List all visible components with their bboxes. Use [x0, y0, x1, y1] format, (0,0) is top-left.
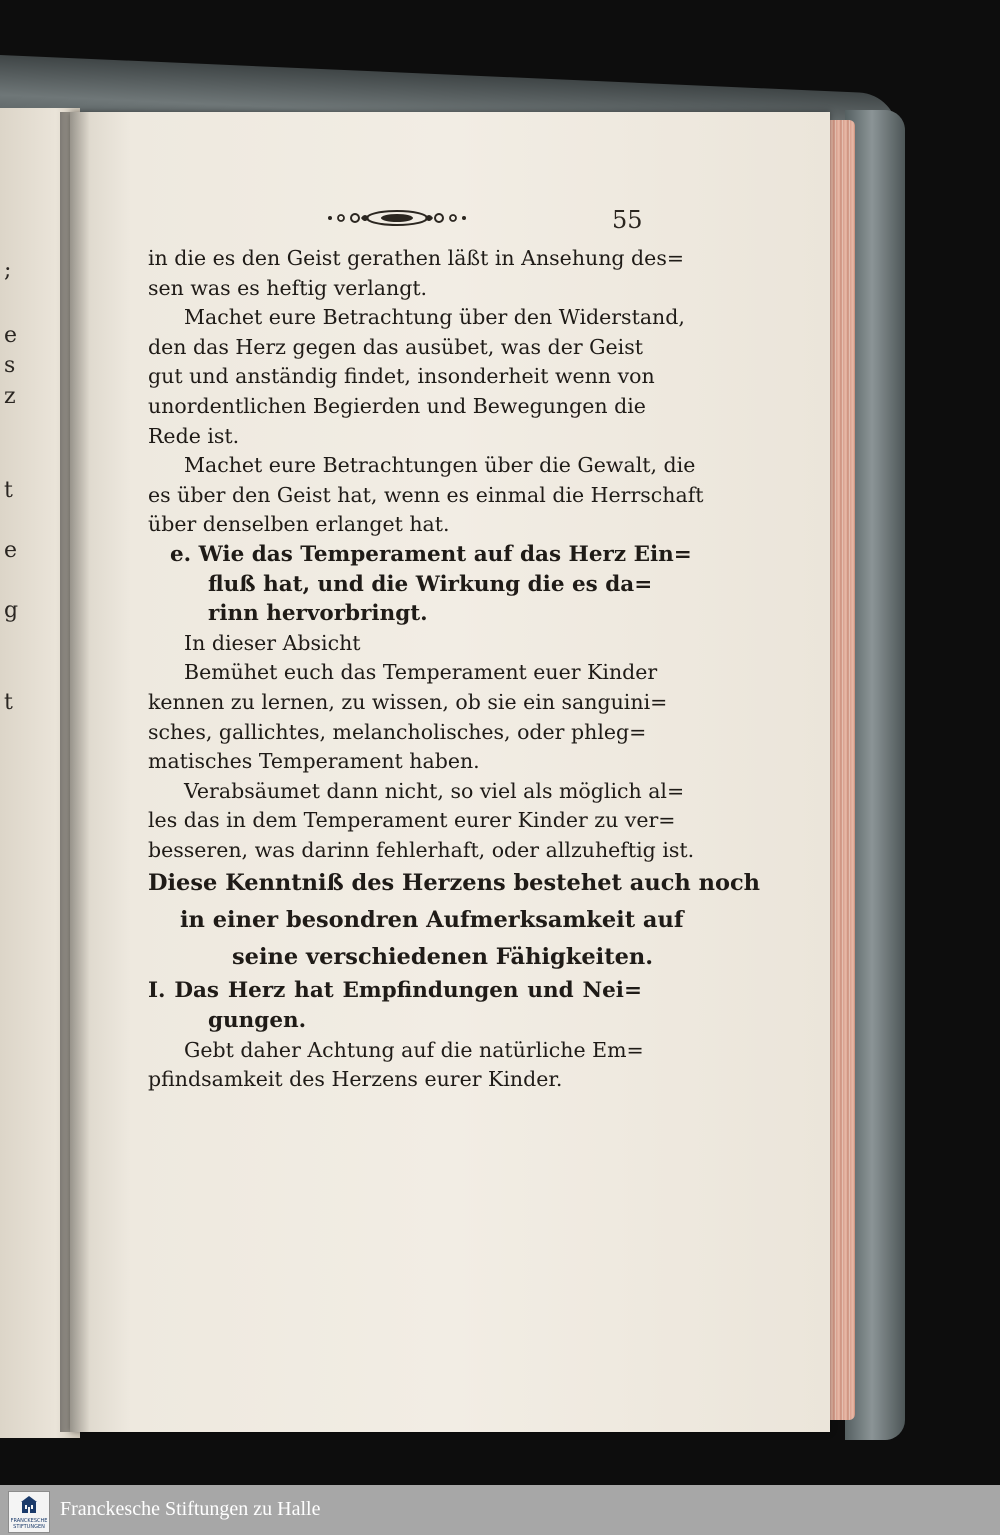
- text-line: In dieser Absicht: [184, 630, 361, 655]
- text-line: fluß hat, und die Wirkung die es da=: [208, 571, 653, 597]
- text-line: Rede ist.: [148, 423, 240, 448]
- left-page-fragment: t: [4, 690, 13, 715]
- footer-bar: [0, 1485, 1000, 1535]
- text-line: besseren, was darinn fehlerhaft, oder allzuheftig ist.: [148, 837, 695, 862]
- text-line: es über den Geist hat, wenn es einmal die Herrschaft: [148, 482, 704, 507]
- text-line: I. Das Herz hat Empfindungen und Nei=: [148, 978, 642, 1004]
- left-page-fragment: z: [4, 384, 16, 409]
- text-line: les das in dem Temperament eurer Kinder zu ver=: [148, 808, 676, 833]
- page-body-text: [148, 244, 761, 1095]
- left-page-fragment: e: [4, 538, 18, 563]
- text-line: kennen zu lernen, zu wissen, ob sie ein sanguini=: [148, 689, 668, 714]
- header-ornament-icon: [325, 208, 470, 228]
- text-line: rinn hervorbringt.: [208, 601, 428, 627]
- text-line: sches, gallichtes, melancholisches, oder phleg=: [148, 719, 647, 744]
- text-line: gut und anständig findet, insonderheit wenn von: [148, 364, 655, 389]
- text-line: seine verschiedenen Fähigkeiten.: [232, 944, 654, 971]
- institution-logo[interactable]: [8, 1491, 50, 1533]
- spine-shadow: [60, 112, 90, 1432]
- left-page-fragment: e: [4, 323, 18, 348]
- left-page-fragment: ;: [4, 258, 12, 283]
- left-page-fragment: s: [4, 353, 16, 378]
- text-line: Verabsäumet dann nicht, so viel als möglich al=: [184, 778, 685, 803]
- text-line: Gebt daher Achtung auf die natürliche Em=: [184, 1037, 644, 1062]
- text-line: in die es den Geist gerathen läßt in Ansehung des=: [148, 246, 685, 270]
- logo-text-line-1: FRANCKESCHE: [10, 1518, 48, 1524]
- left-page-fragment: t: [4, 478, 13, 503]
- text-line: in einer besondren Aufmerksamkeit auf: [180, 907, 684, 934]
- page-number: 55: [612, 206, 643, 234]
- text-line: matisches Temperament haben.: [148, 749, 480, 774]
- logo-text-line-2: STIFTUNGEN: [13, 1524, 45, 1530]
- text-line: Diese Kenntniß des Herzens bestehet auch noch: [148, 870, 761, 897]
- text-line: den das Herz gegen das ausübet, was der Geist: [148, 334, 643, 359]
- text-line: pfindsamkeit des Herzens eurer Kinder.: [148, 1067, 563, 1092]
- text-line: über denselben erlanget hat.: [148, 512, 450, 537]
- text-line: Machet eure Betrachtungen über die Gewalt, die: [184, 453, 696, 478]
- logo-text: [9, 1518, 49, 1530]
- text-line: unordentlichen Begierden und Bewegungen die: [148, 393, 646, 418]
- building-emblem-icon: [21, 1496, 37, 1514]
- text-line: Bemühet euch das Temperament euer Kinder: [184, 660, 658, 685]
- footer-title: Franckesche Stiftungen zu Halle: [60, 1498, 321, 1520]
- text-line: sen was es heftig verlangt.: [148, 275, 428, 300]
- text-line: e. Wie das Temperament auf das Herz Ein=: [170, 541, 692, 567]
- left-page-fragment: g: [4, 598, 19, 623]
- text-line: Machet eure Betrachtung über den Widerstand,: [184, 305, 685, 330]
- text-line: gungen.: [208, 1008, 307, 1034]
